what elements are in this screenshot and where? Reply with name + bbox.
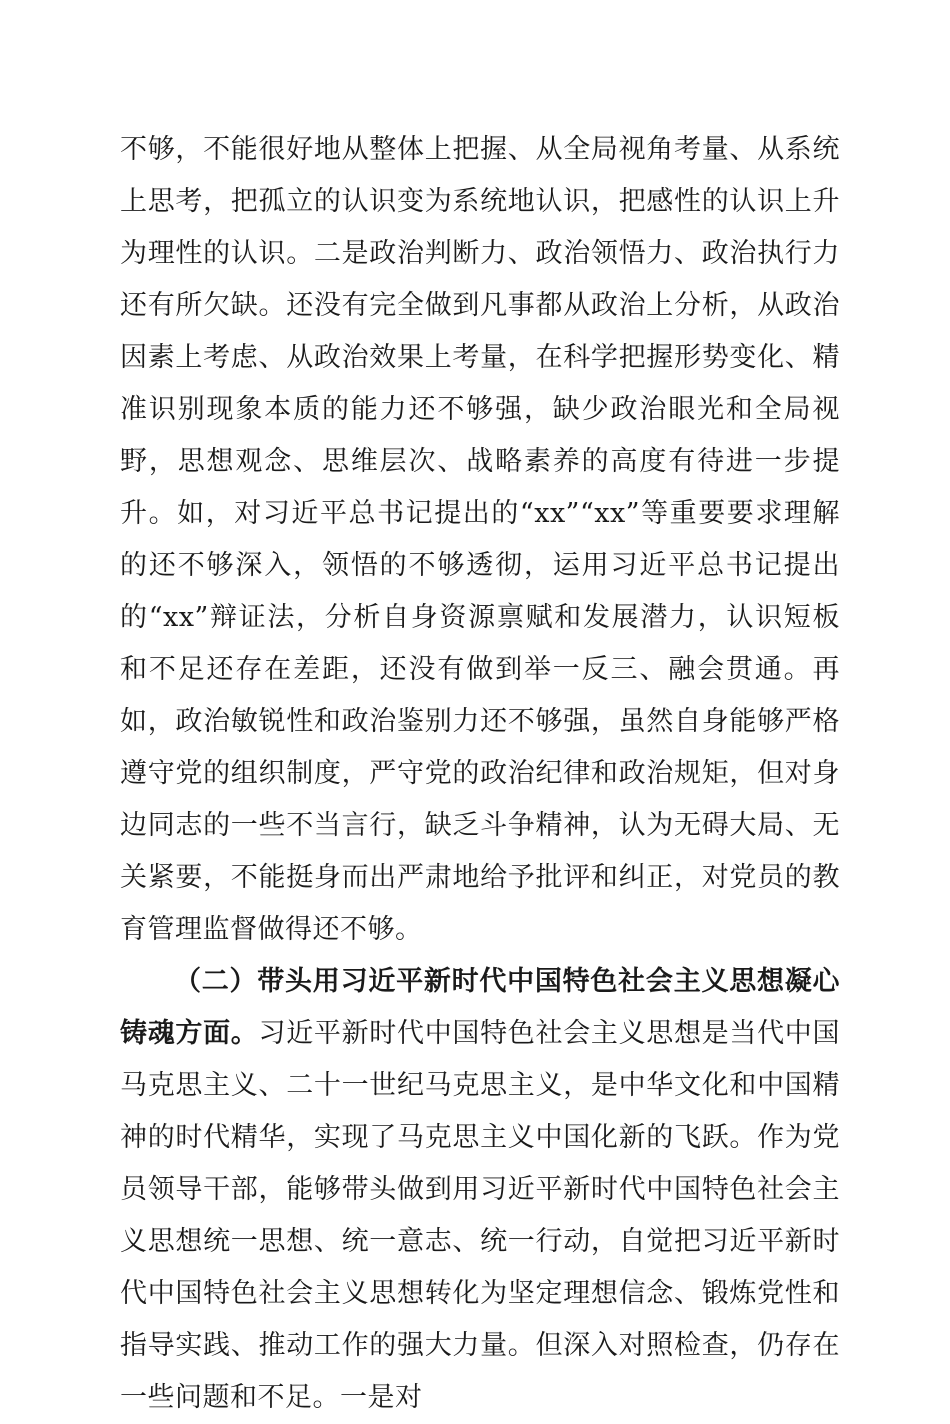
paragraph-2 [120, 956, 840, 1424]
document-body [120, 124, 840, 1424]
section-heading-2: （二）带头用习近平新时代中国特色社会主义思想凝心铸魂方面。 [120, 966, 840, 1049]
paragraph-1: 不够，不能很好地从整体上把握、从全局视角考量、从系统上思考，把孤立的认识变为系统地认识，把感性的认识上升为理性的认识。二是政治判断力、政治领悟力、政治执行力还有所欠缺。还没有完全做到凡事都从政治上分析，从政治因素上考虑、从政治效果上考量，在科学把握形势变化、精准识别现象本质的能力还不够强，缺少政治眼光和全局视野，思想观念、思维层次、战略素养的高度有待进一步提升。如，对习近平总书记提出的“xx”“xx”等重要要求理解的还不够深入，领悟的不够透彻，运用习近平总书记提出的“xx”辩证法，分析自身资源禀赋和发展潜力，认识短板和不足还存在差距，还没有做到举一反三、融会贯通。再如，政治敏锐性和政治鉴别力还不够强，虽然自身能够严格遵守党的组织制度，严守党的政治纪律和政治规矩，但对身边同志的一些不当言行，缺乏斗争精神，认为无碍大局、无关紧要，不能挺身而出严肃地给予批评和纠正，对党员的教育管理监督做得还不够。 [120, 134, 840, 945]
paragraph-2-body: 习近平新时代中国特色社会主义思想是当代中国马克思主义、二十一世纪马克思主义，是中华文化和中国精神的时代精华，实现了马克思主义中国化新的飞跃。作为党员领导干部，能够带头做到用习近平新时代中国特色社会主义思想统一思想、统一意志、统一行动，自觉把习近平新时代中国特色社会主义思想转化为坚定理想信念、锻炼党性和指导实践、推动工作的强大力量。但深入对照检查，仍存在一些问题和不足。一是对 [120, 1018, 840, 1413]
